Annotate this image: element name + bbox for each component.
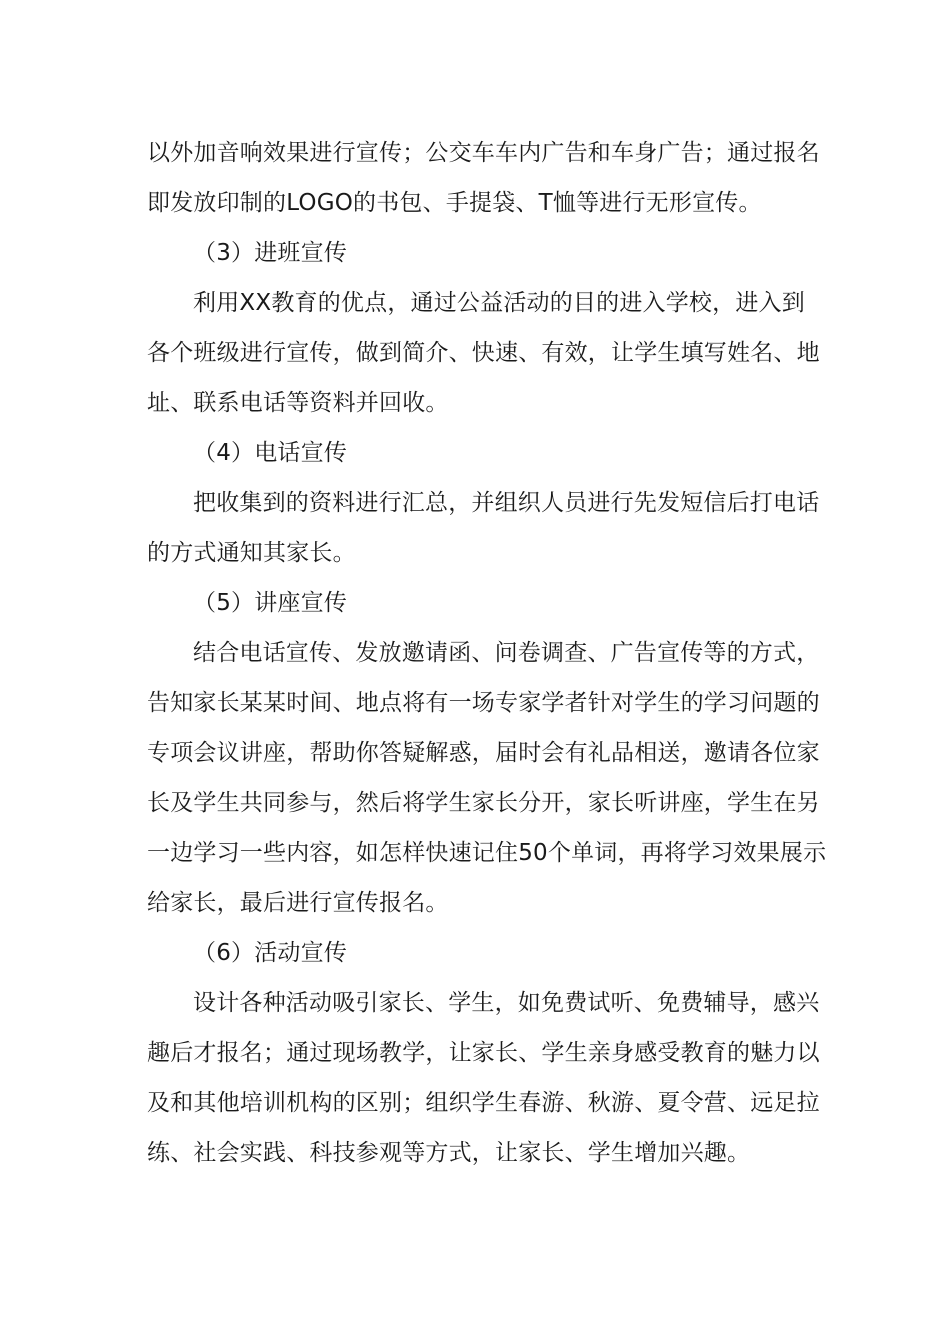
section-heading: （5）讲座宣传	[193, 590, 348, 616]
paragraph-line: 各个班级进行宣传，做到简介、快速、有效，让学生填写姓名、地	[147, 340, 820, 366]
paragraph-line: 专项会议讲座，帮助你答疑解惑，届时会有礼品相送，邀请各位家	[147, 740, 820, 766]
paragraph-line: 址、联系电话等资料并回收。	[147, 390, 449, 416]
paragraph-line: 把收集到的资料进行汇总，并组织人员进行先发短信后打电话	[193, 490, 820, 516]
section-heading: （6）活动宣传	[193, 940, 348, 966]
paragraph-line: 结合电话宣传、发放邀请函、问卷调查、广告宣传等的方式，	[193, 640, 820, 666]
section-heading: （4）电话宣传	[193, 440, 348, 466]
paragraph-line: 趣后才报名；通过现场教学，让家长、学生亲身感受教育的魅力以	[147, 1040, 820, 1066]
paragraph-line: 一边学习一些内容，如怎样快速记住50个单词，再将学习效果展示	[147, 840, 827, 866]
paragraph-line: 即发放印制的LOGO的书包、手提袋、T恤等进行无形宣传。	[147, 190, 762, 216]
paragraph-line: 告知家长某某时间、地点将有一场专家学者针对学生的学习问题的	[147, 690, 820, 716]
section-heading: （3）进班宣传	[193, 240, 348, 266]
paragraph-line: 以外加音响效果进行宣传；公交车车内广告和车身广告；通过报名	[147, 140, 820, 166]
paragraph-line: 及和其他培训机构的区别；组织学生春游、秋游、夏令营、远足拉	[147, 1090, 820, 1116]
paragraph-line: 长及学生共同参与，然后将学生家长分开，家长听讲座，学生在另	[147, 790, 820, 816]
paragraph-line: 利用XX教育的优点，通过公益活动的目的进入学校，进入到	[193, 290, 805, 316]
document-body	[147, 128, 827, 1178]
paragraph-line: 的方式通知其家长。	[147, 540, 356, 566]
paragraph-line: 设计各种活动吸引家长、学生，如免费试听、免费辅导，感兴	[193, 990, 820, 1016]
paragraph-line: 给家长，最后进行宣传报名。	[147, 890, 449, 916]
paragraph-line: 练、社会实践、科技参观等方式，让家长、学生增加兴趣。	[147, 1140, 751, 1166]
